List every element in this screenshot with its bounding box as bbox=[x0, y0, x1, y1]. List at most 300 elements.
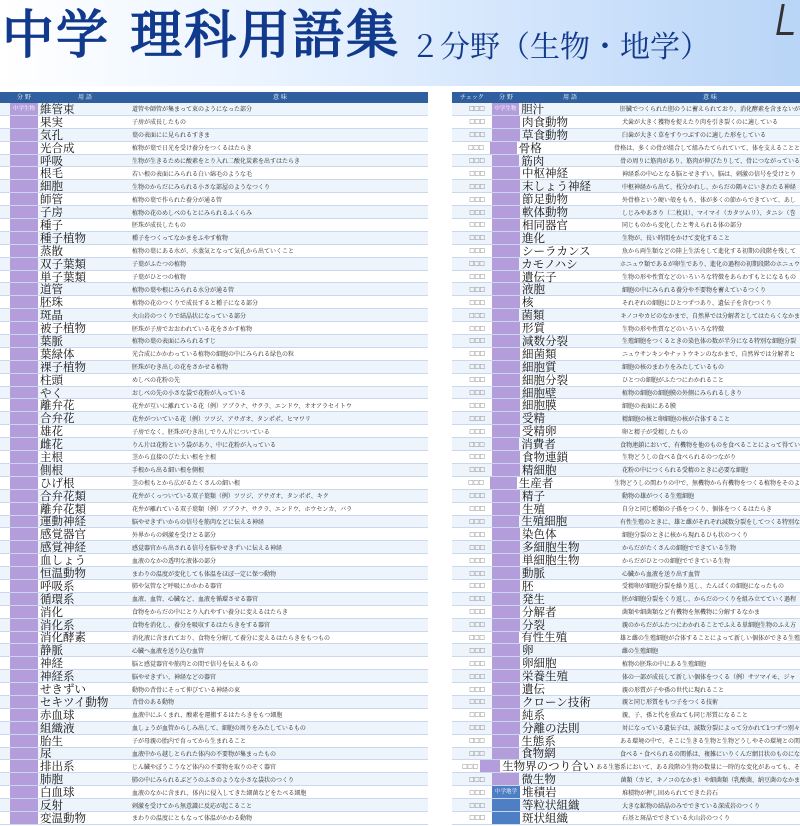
field-cell bbox=[10, 348, 38, 360]
meaning-cell: 大きな鉱物の結晶のみでできている深成岩のつくり bbox=[622, 802, 761, 810]
table-row bbox=[452, 722, 800, 735]
checkbox-group[interactable]: □□□ bbox=[469, 582, 485, 590]
meaning-cell: 血液のなかに含まれ、体内に侵入してきた細菌などをたべる細胞 bbox=[132, 789, 307, 797]
term-cell: 精子 bbox=[522, 488, 545, 503]
term-cell: 細胞壁 bbox=[522, 385, 557, 400]
term-cell: 筋肉 bbox=[521, 153, 545, 168]
meaning-cell: 親のからだがふたつにわかれることでふえる単細胞生物のふえ方 bbox=[622, 622, 797, 630]
table-row bbox=[452, 245, 800, 258]
term-cell: 核 bbox=[522, 295, 534, 310]
field-cell bbox=[492, 657, 520, 669]
field-cell bbox=[10, 296, 38, 308]
term-cell: 柱頭 bbox=[40, 372, 63, 387]
field-cell bbox=[492, 361, 520, 373]
meaning-cell: 生物の形や性質などのいろいろな特徴をあらわすもとになるもの bbox=[622, 274, 797, 282]
term-cell: 堆積岩 bbox=[522, 785, 557, 800]
checkbox-group[interactable]: □□□ bbox=[468, 157, 485, 164]
field-cell bbox=[492, 670, 520, 682]
meaning-cell: 子葉がひとつの植物 bbox=[132, 274, 186, 282]
field-cell bbox=[10, 451, 38, 463]
field-cell bbox=[490, 142, 517, 154]
checkbox-group[interactable]: □□□ bbox=[469, 182, 485, 190]
table-row bbox=[452, 296, 800, 309]
field-cell bbox=[10, 245, 38, 257]
checkbox-group[interactable]: □□□ bbox=[469, 311, 485, 319]
checkbox-group[interactable]: □□□ bbox=[469, 543, 485, 551]
checkbox-group[interactable]: □□□ bbox=[469, 401, 485, 409]
field-cell: 中学地学 bbox=[492, 786, 520, 798]
term-cell: 雌花 bbox=[40, 437, 63, 452]
field-cell bbox=[492, 619, 520, 631]
checkbox-group[interactable]: □□□ bbox=[468, 633, 485, 641]
term-cell: 裸子植物 bbox=[40, 359, 86, 374]
table-row bbox=[452, 528, 800, 541]
term-cell: 変温動物 bbox=[40, 810, 86, 825]
field-cell bbox=[10, 464, 38, 476]
meaning-cell: 茎から直接のびた太い根を主根 bbox=[132, 454, 217, 462]
checkbox-group[interactable]: □□□ bbox=[469, 285, 485, 293]
table-row bbox=[452, 399, 800, 412]
meaning-cell: 花弁がくっついている双子葉類（例）ツツジ、アサガオ、タンポポ、キク bbox=[132, 493, 329, 501]
checkbox-group[interactable]: □□□ bbox=[462, 762, 478, 770]
checkbox-group[interactable]: □□□ bbox=[469, 595, 485, 603]
meaning-cell: それぞれの細胞にひとつずつあり、遺伝子を含むつくり bbox=[622, 299, 772, 307]
table-row bbox=[452, 142, 800, 155]
meaning-cell: 心臓から血液を送り出す血管 bbox=[622, 570, 701, 578]
checkbox-group[interactable]: □□□ bbox=[469, 569, 485, 577]
field-cell bbox=[492, 812, 520, 824]
meaning-cell: 血液のなかの透明な液体の部分 bbox=[132, 557, 217, 565]
term-cell: 生物界のつり合い bbox=[502, 759, 595, 774]
meaning-cell: 菌類（カビ、キノコのなかま）や細菌類（乳酸菌、納豆菌のなかま bbox=[620, 776, 800, 784]
checkbox-group[interactable]: □□□ bbox=[469, 672, 485, 680]
term-cell: 受精卵 bbox=[522, 424, 557, 439]
term-cell: 胚珠 bbox=[40, 295, 63, 310]
term-cell: 離弁花類 bbox=[40, 501, 86, 516]
meaning-cell: じん臓やぼうこうなど体内の不要物を取りのぞく器官 bbox=[132, 763, 277, 771]
meaning-cell: 対になっている遺伝子は、減数分裂によって分かれて1つずつ別々 bbox=[622, 725, 800, 733]
meaning-cell: 食物連鎖において、有機物を他のものを食べることによって得てい bbox=[620, 441, 800, 449]
term-cell: 生産者 bbox=[518, 475, 554, 490]
checkbox-group[interactable]: □□□ bbox=[468, 749, 485, 757]
term-cell: 葉脈 bbox=[40, 333, 63, 348]
checkbox-group[interactable]: □□□ bbox=[469, 556, 485, 564]
meaning-cell: 骨格は、多くの骨が組合して組みたてられていて、体を支えることと bbox=[614, 145, 800, 153]
field-cell bbox=[492, 606, 520, 618]
checkbox-group[interactable]: □□□ bbox=[469, 247, 485, 255]
field-cell bbox=[492, 438, 520, 450]
meaning-cell: 植物の胚珠の中にある生殖細胞 bbox=[622, 660, 707, 668]
term-cell: 減数分裂 bbox=[522, 333, 568, 348]
right-table-header bbox=[452, 92, 800, 103]
table-row bbox=[0, 812, 428, 825]
checkbox-group[interactable]: □□□ bbox=[469, 273, 485, 281]
term-cell: 遺伝子 bbox=[522, 269, 557, 284]
checkbox-group[interactable]: □□□ bbox=[469, 814, 485, 822]
field-cell bbox=[492, 322, 520, 334]
meaning-cell: 同じものから変化したと考えられる体の部分 bbox=[622, 222, 743, 230]
field-cell bbox=[492, 516, 520, 528]
meaning-cell: 消化液に含まれており、食物を分解して養分に変えるはたらきをもつもの bbox=[132, 634, 331, 642]
meaning-cell: 脳と感覚器官や筋肉との間で信号を伝えるもの bbox=[132, 660, 259, 668]
checkbox-group[interactable]: □□□ bbox=[469, 530, 485, 538]
field-cell bbox=[10, 412, 38, 424]
term-cell: 光合成 bbox=[40, 140, 75, 155]
meaning-cell: 花弁が離れている双子葉類（例）アブラナ、サクラ、エンドウ、ホウセンカ、バラ bbox=[132, 506, 353, 514]
meaning-cell: 植物の花のつくりで成長すると種子になる部分 bbox=[132, 299, 259, 307]
meaning-cell: 精細胞の核と卵細胞の核が合体すること bbox=[622, 415, 731, 423]
field-cell bbox=[10, 644, 38, 656]
field-cell bbox=[10, 490, 38, 502]
table-row bbox=[452, 271, 800, 284]
table-row bbox=[452, 760, 800, 773]
term-cell: 単子葉類 bbox=[40, 269, 86, 284]
meaning-cell: 生物が、長い時間をかけて変化すること bbox=[622, 235, 731, 243]
term-cell: 分解者 bbox=[522, 604, 557, 619]
field-cell bbox=[492, 567, 520, 579]
term-cell: 白血球 bbox=[40, 785, 75, 800]
meaning-cell: 細胞の中にみられる養分や不要物を蓄えているつくり bbox=[622, 286, 766, 294]
field-cell bbox=[10, 619, 38, 631]
field-column-header: 分 野 bbox=[499, 94, 513, 101]
field-cell: 中学生物 bbox=[10, 103, 38, 115]
meaning-cell: 植物の葉や根にみられる水分が通る管 bbox=[132, 286, 235, 294]
field-cell bbox=[10, 309, 38, 321]
term-cell: 反射 bbox=[40, 798, 63, 813]
left-rows bbox=[0, 103, 428, 825]
meaning-cell: 臼歯が大きく草をすりつぶすのに適した形をしている bbox=[622, 132, 767, 140]
table-row bbox=[452, 670, 800, 683]
term-cell: 消費者 bbox=[521, 437, 556, 452]
term-cell: 単細胞生物 bbox=[522, 553, 580, 568]
meaning-cell: 感覚器官から出される信号を脳やせきずいに伝える神経 bbox=[132, 544, 283, 552]
field-cell bbox=[10, 361, 38, 373]
meaning-cell: からだがひとつの細胞でできている生物 bbox=[622, 557, 730, 565]
field-cell bbox=[10, 219, 38, 231]
table-row bbox=[452, 219, 800, 232]
meaning-cell: 植物が葉で日光を受け養分をつくるはたらき bbox=[132, 145, 253, 153]
checkbox-group[interactable]: □□□ bbox=[469, 788, 485, 796]
meaning-cell: 有性生殖のときに、雄と雌がそれぞれ減数分裂をしてつくる特別な bbox=[619, 518, 800, 526]
field-cell bbox=[10, 335, 38, 347]
field-cell bbox=[10, 206, 38, 218]
term-cell: 卵細胞 bbox=[522, 656, 557, 671]
table-row bbox=[452, 683, 800, 696]
table-row bbox=[452, 554, 800, 567]
meaning-cell: 雄と雌の生殖細胞が合体することによって新しい個体ができる生殖 bbox=[619, 634, 800, 642]
term-cell: カモノハシ bbox=[521, 256, 578, 271]
term-cell: 呼吸系 bbox=[40, 578, 75, 593]
meaning-cell: 血液、血管、心臓など、血液を循環させる器官 bbox=[132, 596, 259, 604]
field-cell bbox=[10, 760, 38, 772]
meaning-cell: 外界からの刺激を受けとる部分 bbox=[132, 531, 217, 539]
meaning-column-header: 意 味 bbox=[273, 94, 287, 101]
meaning-cell: 堆積物が押し固められてできた岩石 bbox=[622, 789, 719, 797]
term-cell: 相同器官 bbox=[522, 217, 568, 232]
checkbox-group[interactable]: □□□ bbox=[468, 144, 484, 152]
checkbox-group[interactable]: □□□ bbox=[469, 376, 485, 384]
field-cell bbox=[492, 155, 520, 167]
meaning-cell: 生殖細胞をつくるときの染色体の数が半分になる特別な細胞分裂 bbox=[622, 338, 797, 346]
term-cell: 雄花 bbox=[40, 424, 63, 439]
meaning-cell: ひとつの細胞がふたつにわかれること bbox=[622, 377, 724, 385]
checkbox-group[interactable]: □□□ bbox=[469, 414, 485, 422]
table-row bbox=[452, 490, 800, 503]
field-cell bbox=[492, 348, 520, 360]
meaning-cell: 体の一部が成長して新しい個体をつくる（例）サツマイモ、ジャ bbox=[622, 673, 796, 681]
table-row bbox=[452, 709, 800, 722]
term-cell: 主根 bbox=[40, 450, 63, 464]
table-row bbox=[452, 232, 800, 245]
meaning-cell: 肺や気管など呼吸にかかわる器官 bbox=[132, 583, 223, 591]
table-row bbox=[452, 464, 800, 477]
checkbox-group[interactable]: □□□ bbox=[469, 646, 485, 654]
checkbox-group[interactable]: □□□ bbox=[469, 724, 485, 732]
term-cell: 節足動物 bbox=[522, 192, 568, 207]
meaning-cell: 種子をつくってなかまをふやす植物 bbox=[132, 235, 228, 243]
field-cell bbox=[10, 374, 38, 386]
checkbox-group[interactable]: □□□ bbox=[468, 737, 485, 745]
checkbox-group[interactable]: □□□ bbox=[469, 337, 485, 345]
term-cell: 果実 bbox=[40, 114, 63, 129]
term-cell: 生殖細胞 bbox=[521, 514, 568, 529]
meaning-cell: 細胞の核のまわりをみたしているもの bbox=[622, 364, 725, 372]
checkbox-group[interactable]: □□□ bbox=[469, 492, 485, 500]
checkbox-group[interactable]: □□□ bbox=[469, 118, 485, 126]
meaning-cell: 骨の周りに筋肉があり、筋肉が伸びたりして、骨につながっている bbox=[620, 158, 800, 165]
field-cell bbox=[492, 206, 520, 218]
term-cell: 組織液 bbox=[40, 720, 75, 735]
checkbox-group[interactable]: □□□ bbox=[469, 427, 485, 435]
meaning-cell: 外骨格という硬い殻をもち、体が多くの節からできていて、あし bbox=[622, 196, 796, 204]
checkbox-group[interactable]: □□□ bbox=[469, 698, 485, 706]
meaning-cell: 茎の根もとから広がるたくさんの細い根 bbox=[132, 480, 241, 488]
checkbox-group[interactable]: □□□ bbox=[469, 221, 485, 229]
table-row bbox=[452, 103, 800, 116]
checkbox-group[interactable]: □□□ bbox=[469, 324, 485, 332]
term-cell: 排出系 bbox=[40, 759, 75, 774]
meaning-cell: りん片は花粉という袋があり、中に花粉が入っている bbox=[132, 441, 277, 449]
field-cell bbox=[492, 193, 520, 205]
term-cell: 栄養生殖 bbox=[522, 669, 568, 684]
term-cell: 双子葉類 bbox=[40, 256, 86, 271]
term-cell: 生態系 bbox=[521, 733, 556, 748]
term-cell: 進化 bbox=[522, 230, 545, 245]
checkbox-group[interactable]: □□□ bbox=[469, 453, 485, 461]
field-cell bbox=[492, 696, 520, 708]
field-cell bbox=[492, 722, 520, 734]
meaning-cell: 細胞の表面にある膜 bbox=[622, 402, 677, 410]
table-row bbox=[452, 116, 800, 129]
field-cell bbox=[492, 451, 520, 463]
checkbox-group[interactable]: □□□ bbox=[469, 234, 485, 242]
term-cell: 細胞膜 bbox=[522, 398, 557, 413]
term-cell: 呼吸 bbox=[40, 153, 63, 168]
meaning-cell: 石基と斑晶でできている火山岩のつくり bbox=[622, 815, 731, 823]
meaning-cell: 生物どうしの関わりの中で、無機物から有機物をつくる植物をそのよ bbox=[614, 480, 800, 488]
checkbox-group[interactable]: □□□ bbox=[469, 350, 485, 358]
table-row bbox=[452, 799, 800, 812]
meaning-cell: 食べる・食べられるの関係は、複雑にいりくんだ網目状のものにな bbox=[619, 750, 800, 758]
meaning-cell: まわりの温度にともなって体温がかわる動物 bbox=[132, 815, 253, 823]
table-row bbox=[452, 374, 800, 387]
page-title: 中学 理科用語集 bbox=[2, 6, 401, 66]
meaning-cell: ある環境の中で、そこに生きる生物と生物どうしやその環境との関 bbox=[620, 738, 800, 746]
checkbox-group[interactable]: □□□ bbox=[469, 711, 485, 719]
field-cell bbox=[10, 567, 38, 579]
field-cell bbox=[492, 258, 520, 270]
term-cell: 卵 bbox=[522, 643, 534, 658]
field-cell bbox=[490, 477, 517, 489]
table-row bbox=[452, 155, 800, 168]
meaning-cell: 胚珠が子房でおおわれている花をさかす植物 bbox=[132, 325, 253, 333]
term-cell: 運動神経 bbox=[40, 514, 86, 529]
meaning-cell: 犬歯が大きく獲物を捉えたり肉を引き裂くのに適している bbox=[622, 119, 779, 127]
checkbox-group[interactable]: □□□ bbox=[469, 389, 485, 397]
field-cell bbox=[492, 490, 520, 502]
term-cell: 軟体動物 bbox=[522, 205, 568, 220]
term-cell: 神経系 bbox=[40, 669, 75, 684]
checkbox-group[interactable]: □□□ bbox=[468, 440, 485, 448]
table-row bbox=[452, 322, 800, 335]
checkbox-group[interactable]: □□□ bbox=[468, 517, 485, 525]
table-row bbox=[452, 451, 800, 464]
meaning-cell: 生物のからだにみられる小さな部屋のようなつくり bbox=[132, 183, 271, 191]
field-cell bbox=[10, 541, 38, 553]
checkbox-group[interactable]: □□□ bbox=[469, 659, 485, 667]
meaning-cell: 中枢神経から出て、枝分かれし、からだの隅々にいきわたる神経 bbox=[622, 183, 796, 191]
term-cell: 菌類 bbox=[521, 308, 545, 323]
term-cell: 発生 bbox=[522, 591, 545, 606]
meaning-cell: 若い根の表面にみられる白い綿毛のような毛 bbox=[132, 170, 253, 178]
term-cell: 道管 bbox=[40, 282, 63, 297]
field-cell bbox=[492, 180, 520, 192]
field-cell bbox=[10, 786, 38, 798]
term-cell: 胚 bbox=[522, 578, 534, 593]
meaning-cell: 花弁がついている花（例）ツツジ、アサガオ、タンポポ、ヒマワリ bbox=[132, 415, 311, 423]
field-cell bbox=[492, 773, 520, 785]
term-cell: 肺胞 bbox=[40, 772, 63, 787]
checkbox-group[interactable]: □□□ bbox=[469, 169, 485, 177]
meaning-cell: 背骨のある動物 bbox=[132, 699, 175, 707]
checkbox-group[interactable]: □□□ bbox=[468, 479, 484, 487]
term-cell: 種子 bbox=[40, 217, 63, 232]
table-row bbox=[452, 812, 800, 825]
meaning-cell: 植物の葉にある水が、水蒸気となって気孔から出ていくこと bbox=[132, 248, 295, 256]
table-row bbox=[452, 786, 800, 799]
term-cell: 肉食動物 bbox=[522, 114, 568, 129]
checkbox-group[interactable]: □□□ bbox=[469, 298, 485, 306]
term-cell: 形質 bbox=[522, 321, 545, 336]
checkbox-group[interactable]: □□□ bbox=[469, 801, 485, 809]
term-cell: 微生物 bbox=[521, 772, 556, 787]
meaning-cell: 肺の中にみられるぶどうのふさのような小さな袋状のつくり bbox=[132, 776, 295, 784]
table-row bbox=[452, 773, 800, 786]
field-cell bbox=[492, 503, 520, 515]
field-cell bbox=[492, 799, 520, 811]
checkbox-group[interactable]: □□□ bbox=[469, 505, 485, 513]
field-cell bbox=[492, 387, 520, 399]
meaning-cell: 葉の表面にに見られるすきま bbox=[132, 132, 211, 140]
checkbox-group[interactable]: □□□ bbox=[469, 775, 485, 783]
checkbox-group[interactable]: □□□ bbox=[469, 363, 485, 371]
field-cell bbox=[10, 657, 38, 669]
table-row bbox=[452, 348, 800, 361]
term-cell: ひげ根 bbox=[40, 475, 75, 490]
field-cell bbox=[492, 425, 520, 437]
field-cell bbox=[10, 129, 38, 141]
meaning-cell: 生物どうしの食べる食べられるのつながり bbox=[622, 454, 737, 462]
field-cell bbox=[492, 167, 520, 179]
field-cell bbox=[10, 271, 38, 283]
checkbox-group[interactable]: □□□ bbox=[469, 685, 485, 693]
checkbox-group[interactable]: □□□ bbox=[469, 621, 485, 629]
meaning-column-header: 意 味 bbox=[703, 94, 717, 101]
term-cell: せきずい bbox=[40, 682, 86, 697]
meaning-cell: 植物の葉の表面にみられるすじ bbox=[132, 338, 217, 346]
term-cell: 赤血球 bbox=[40, 707, 75, 722]
checkbox-group[interactable]: □□□ bbox=[469, 208, 485, 216]
term-cell: 神経 bbox=[40, 656, 63, 671]
checkbox-group[interactable]: □□□ bbox=[468, 260, 485, 268]
table-row bbox=[452, 361, 800, 374]
term-cell: 消化酵素 bbox=[40, 630, 86, 645]
term-cell: 循環系 bbox=[40, 591, 75, 606]
meaning-cell: 脳やせきずいからの信号を筋肉などに伝える神経 bbox=[132, 518, 265, 526]
field-cell: 中学生物 bbox=[492, 103, 520, 115]
field-cell bbox=[10, 167, 38, 179]
field-cell bbox=[492, 632, 520, 644]
field-cell bbox=[10, 773, 38, 785]
checkbox-group[interactable]: □□□ bbox=[468, 105, 485, 113]
meaning-cell: 食物をからだの中にとり入れやすい養分に変えるはたらき bbox=[132, 609, 289, 617]
meaning-cell: 雌の生殖細胞 bbox=[622, 647, 659, 655]
meaning-cell: 胚珠がむき出しの花をさかせる植物 bbox=[132, 364, 229, 372]
meaning-cell: 子葉がふたつの植物 bbox=[132, 261, 187, 269]
table-row bbox=[452, 619, 800, 632]
term-cell: 静脈 bbox=[40, 643, 63, 658]
checkbox-group[interactable]: □□□ bbox=[469, 131, 485, 139]
meaning-cell: 子房が成長したもの bbox=[132, 119, 187, 127]
table-row bbox=[452, 477, 800, 490]
meaning-cell: 植物の花のめしべのもとにみられるふくらみ bbox=[132, 209, 253, 217]
field-cell bbox=[492, 683, 520, 695]
field-cell bbox=[492, 219, 520, 231]
table-row bbox=[452, 516, 800, 529]
term-cell: 染色体 bbox=[522, 527, 557, 542]
term-cell: 受精 bbox=[522, 411, 545, 426]
meaning-cell: 道管や師管が集まって束のようになった部分 bbox=[132, 106, 253, 114]
field-cell bbox=[10, 387, 38, 399]
term-cell: セキツイ動物 bbox=[40, 694, 109, 709]
meaning-cell: 自分と同じ種類の子孫をつくり、個体をつくるはたらき bbox=[622, 506, 773, 514]
table-row bbox=[452, 193, 800, 206]
term-cell: 分離の法則 bbox=[522, 720, 580, 735]
term-cell: 離弁花 bbox=[40, 398, 75, 413]
check-column-header: チェック bbox=[460, 94, 484, 101]
meaning-cell: 花弁が互いに離れている花（例）アブラナ、サクラ、エンドウ、オオアラセイトウ bbox=[132, 402, 352, 410]
checkbox-group[interactable]: □□□ bbox=[469, 608, 485, 616]
checkbox-group[interactable]: □□□ bbox=[469, 195, 485, 203]
meaning-cell: 子房でなく、胚珠がむき出しでりん片についている bbox=[132, 428, 270, 436]
term-cell: 合弁花類 bbox=[40, 488, 86, 503]
term-cell: 根毛 bbox=[40, 166, 63, 181]
checkbox-group[interactable]: □□□ bbox=[469, 466, 485, 474]
field-cell bbox=[10, 283, 38, 295]
field-cell bbox=[492, 232, 520, 244]
meaning-cell: 血しょうが血管からしみ出して、細胞の周りをみたしているもの bbox=[132, 725, 306, 733]
term-cell: 消化 bbox=[40, 604, 63, 619]
